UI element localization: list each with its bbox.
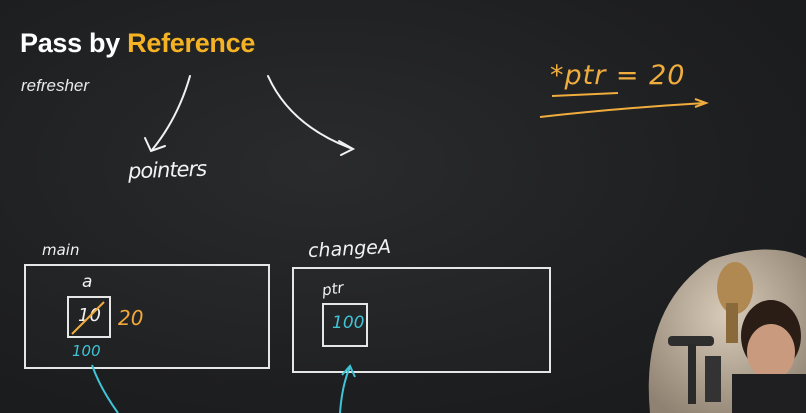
ptr-label: ptr xyxy=(320,278,345,300)
pointers-label: pointers xyxy=(127,156,207,184)
webcam-presenter-icon xyxy=(630,248,806,413)
var-a-new-value: 20 xyxy=(118,306,144,330)
changeA-frame-label: changeA xyxy=(307,235,392,263)
ptr-value: 100 xyxy=(332,313,365,333)
var-a-address: 100 xyxy=(72,342,101,360)
formula-underline xyxy=(540,103,705,117)
arrow-icon xyxy=(92,365,118,413)
var-a-old-value: 10 xyxy=(78,305,101,326)
arrow-icon xyxy=(268,76,350,148)
arrow-icon xyxy=(340,367,350,413)
title-text: Pass by xyxy=(20,28,128,58)
arrow-icon xyxy=(145,138,165,151)
var-a-label: a xyxy=(82,272,93,292)
deref-formula: *ptr = 20 xyxy=(550,60,686,91)
title-highlight: Reference xyxy=(127,28,256,58)
arrow-icon xyxy=(152,76,190,150)
subtitle: refresher xyxy=(21,76,90,95)
main-frame-label: main xyxy=(42,241,80,259)
strike-mark xyxy=(72,302,104,334)
formula-underline xyxy=(552,93,618,96)
arrow-icon xyxy=(339,141,353,155)
